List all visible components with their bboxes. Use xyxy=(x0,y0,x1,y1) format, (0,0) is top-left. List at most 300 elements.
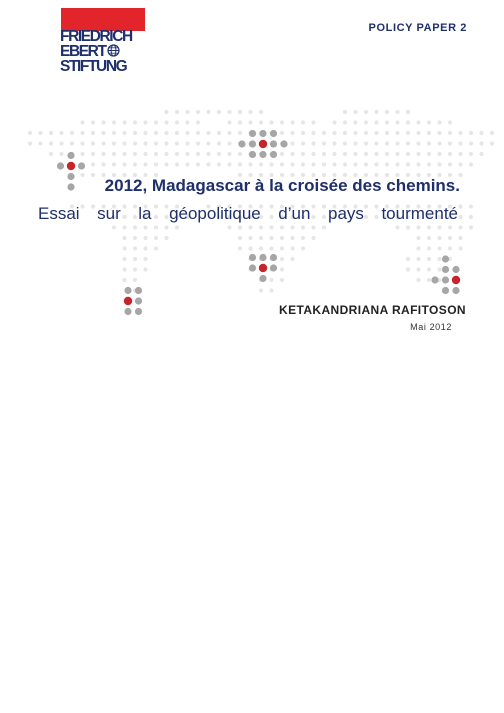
map-dot-highlight xyxy=(124,287,131,294)
map-dot-highlight xyxy=(249,264,256,271)
map-dot xyxy=(112,131,116,135)
map-dot xyxy=(406,162,410,166)
map-dot xyxy=(164,131,168,135)
map-dot xyxy=(353,110,357,114)
map-dot xyxy=(427,131,431,135)
map-dot xyxy=(122,120,126,124)
map-dot xyxy=(406,120,410,124)
map-dot xyxy=(248,120,252,124)
map-dot xyxy=(385,120,389,124)
map-dot xyxy=(269,278,273,282)
map-dot xyxy=(437,267,441,271)
map-dot xyxy=(311,152,315,156)
map-dot xyxy=(427,278,431,282)
map-dot xyxy=(154,225,158,229)
map-dot xyxy=(248,225,252,229)
map-dot xyxy=(301,246,305,250)
map-dot xyxy=(479,141,483,145)
map-dot xyxy=(416,152,420,156)
map-dot xyxy=(437,152,441,156)
map-dot xyxy=(364,120,368,124)
map-dot-highlight xyxy=(270,254,277,261)
map-dot xyxy=(248,162,252,166)
series-label: POLICY PAPER 2 xyxy=(368,22,467,34)
map-dot xyxy=(406,267,410,271)
map-dot xyxy=(395,152,399,156)
map-dot xyxy=(185,152,189,156)
map-dot xyxy=(427,141,431,145)
map-dot xyxy=(374,131,378,135)
map-dot xyxy=(448,225,452,229)
map-dot xyxy=(427,236,431,240)
map-dot-highlight xyxy=(452,266,459,273)
map-dot xyxy=(154,152,158,156)
map-dot xyxy=(133,267,137,271)
map-dot xyxy=(448,162,452,166)
map-dot xyxy=(385,152,389,156)
map-dot xyxy=(280,236,284,240)
map-dot xyxy=(91,131,95,135)
map-dot xyxy=(343,120,347,124)
map-dot xyxy=(164,141,168,145)
map-dot xyxy=(133,278,137,282)
map-dot xyxy=(259,110,263,114)
logo-line-2-text: EBERT xyxy=(60,43,106,60)
map-dot xyxy=(217,131,221,135)
map-dot xyxy=(458,246,462,250)
map-dot xyxy=(280,267,284,271)
map-dot xyxy=(259,246,263,250)
map-dot-highlight xyxy=(249,140,256,147)
map-dot xyxy=(374,120,378,124)
map-dot xyxy=(217,110,221,114)
map-dot xyxy=(164,110,168,114)
map-dot-highlight xyxy=(280,140,287,147)
map-dot xyxy=(154,120,158,124)
map-dot xyxy=(143,141,147,145)
map-dot-highlight xyxy=(270,151,277,158)
map-dot xyxy=(122,225,126,229)
map-dot xyxy=(343,110,347,114)
map-dot xyxy=(416,246,420,250)
map-dot xyxy=(353,131,357,135)
map-dot xyxy=(143,267,147,271)
map-dot xyxy=(112,162,116,166)
map-dot xyxy=(259,225,263,229)
map-dot xyxy=(437,236,441,240)
map-dot xyxy=(80,141,84,145)
map-dot xyxy=(469,141,473,145)
map-dot xyxy=(427,267,431,271)
map-dot xyxy=(448,152,452,156)
map-dot xyxy=(290,141,294,145)
map-dot xyxy=(59,152,63,156)
map-dot xyxy=(91,120,95,124)
map-dot xyxy=(217,162,221,166)
map-dot-highlight xyxy=(442,287,449,294)
map-dot xyxy=(448,141,452,145)
map-dot xyxy=(469,162,473,166)
map-dot xyxy=(164,225,168,229)
map-dot xyxy=(406,110,410,114)
map-dot xyxy=(385,141,389,145)
map-dot-red xyxy=(67,162,75,170)
map-dot xyxy=(364,141,368,145)
map-dot xyxy=(248,246,252,250)
map-dot xyxy=(458,236,462,240)
map-dot xyxy=(164,152,168,156)
map-dot xyxy=(364,131,368,135)
map-dot xyxy=(469,152,473,156)
map-dot xyxy=(238,131,242,135)
map-dot xyxy=(290,225,294,229)
map-dot-highlight xyxy=(442,276,449,283)
map-dot-highlight xyxy=(270,140,277,147)
map-dot xyxy=(154,246,158,250)
map-dot xyxy=(238,152,242,156)
map-dot xyxy=(133,246,137,250)
map-dot xyxy=(490,131,494,135)
map-dot xyxy=(395,110,399,114)
map-dot xyxy=(227,120,231,124)
map-dot xyxy=(458,131,462,135)
map-dot xyxy=(301,225,305,229)
map-dot xyxy=(217,141,221,145)
map-dot xyxy=(196,110,200,114)
map-dot xyxy=(311,225,315,229)
map-dot xyxy=(290,131,294,135)
document-title: 2012, Madagascar à la croisée des chemins. xyxy=(104,176,460,195)
map-dot xyxy=(406,257,410,261)
map-dot xyxy=(280,131,284,135)
map-dot-highlight xyxy=(452,287,459,294)
map-dot xyxy=(206,141,210,145)
map-dot xyxy=(101,162,105,166)
map-dot xyxy=(259,288,263,292)
map-dot xyxy=(458,141,462,145)
map-dot xyxy=(448,131,452,135)
map-dot xyxy=(143,120,147,124)
map-dot xyxy=(280,120,284,124)
map-dot xyxy=(374,152,378,156)
map-dot xyxy=(154,162,158,166)
map-dot xyxy=(164,120,168,124)
map-dot-highlight xyxy=(135,297,142,304)
map-dot xyxy=(437,120,441,124)
map-dot xyxy=(196,141,200,145)
map-dot xyxy=(437,162,441,166)
map-dot xyxy=(332,162,336,166)
map-dot xyxy=(38,131,42,135)
map-dot xyxy=(469,204,473,208)
map-dot xyxy=(143,131,147,135)
map-dot-highlight xyxy=(270,130,277,137)
map-dot xyxy=(479,131,483,135)
map-dot xyxy=(122,267,126,271)
map-dot xyxy=(437,246,441,250)
map-dot xyxy=(416,278,420,282)
map-dot xyxy=(437,131,441,135)
map-dot xyxy=(185,141,189,145)
map-dot xyxy=(259,162,263,166)
map-dot xyxy=(343,131,347,135)
map-dot xyxy=(448,236,452,240)
map-dot xyxy=(364,152,368,156)
map-dot xyxy=(353,120,357,124)
map-dot xyxy=(259,120,263,124)
map-dot-red xyxy=(124,297,132,305)
map-dot-highlight xyxy=(135,287,142,294)
map-dot xyxy=(353,162,357,166)
map-dot-highlight xyxy=(259,130,266,137)
map-dot-highlight xyxy=(270,264,277,271)
map-dot xyxy=(280,152,284,156)
map-dot xyxy=(143,257,147,261)
map-dot xyxy=(301,120,305,124)
map-dot-highlight xyxy=(259,254,266,261)
map-dot xyxy=(238,120,242,124)
map-dot xyxy=(70,141,74,145)
map-dot xyxy=(332,141,336,145)
map-dot xyxy=(238,236,242,240)
map-dot xyxy=(269,225,273,229)
map-dot xyxy=(154,236,158,240)
map-dot xyxy=(227,110,231,114)
logo-line-1: FRIEDRICH xyxy=(60,28,132,45)
map-dot xyxy=(122,131,126,135)
map-dot xyxy=(175,225,179,229)
map-dot xyxy=(206,162,210,166)
map-dot xyxy=(301,236,305,240)
map-dot xyxy=(458,162,462,166)
map-dot xyxy=(406,141,410,145)
map-dot xyxy=(416,120,420,124)
map-dot-highlight xyxy=(67,152,74,159)
map-dot xyxy=(301,141,305,145)
map-dot xyxy=(91,141,95,145)
map-dot xyxy=(311,236,315,240)
map-dot xyxy=(322,162,326,166)
map-dot-highlight xyxy=(442,266,449,273)
map-dot xyxy=(38,141,42,145)
map-dot xyxy=(343,152,347,156)
map-dot xyxy=(322,152,326,156)
map-dot xyxy=(416,131,420,135)
map-dot xyxy=(91,162,95,166)
map-dot xyxy=(238,162,242,166)
map-dot-highlight xyxy=(259,275,266,282)
map-dot xyxy=(196,162,200,166)
map-dot xyxy=(437,225,441,229)
map-dot xyxy=(101,120,105,124)
map-dot xyxy=(416,257,420,261)
map-dot xyxy=(332,120,336,124)
map-dot xyxy=(269,246,273,250)
map-dot xyxy=(122,246,126,250)
map-dot xyxy=(185,120,189,124)
map-dot xyxy=(374,162,378,166)
map-dot xyxy=(206,131,210,135)
map-dot xyxy=(80,120,84,124)
map-dot xyxy=(122,152,126,156)
map-dot xyxy=(196,131,200,135)
map-dot xyxy=(479,152,483,156)
map-dot xyxy=(101,141,105,145)
map-dot-red xyxy=(259,264,267,272)
map-dot xyxy=(364,162,368,166)
map-dot xyxy=(133,225,137,229)
map-dot xyxy=(227,131,231,135)
map-dot xyxy=(227,152,231,156)
map-dot xyxy=(437,257,441,261)
map-dot xyxy=(49,152,53,156)
map-dot xyxy=(206,110,210,114)
map-dot xyxy=(49,141,53,145)
map-dot xyxy=(91,152,95,156)
map-dot xyxy=(248,110,252,114)
map-dot xyxy=(238,246,242,250)
map-dot xyxy=(175,110,179,114)
map-dot xyxy=(332,131,336,135)
map-dot xyxy=(122,162,126,166)
map-dot xyxy=(290,120,294,124)
map-dot xyxy=(154,131,158,135)
map-dot xyxy=(427,225,431,229)
map-dot xyxy=(280,162,284,166)
map-dot xyxy=(133,152,137,156)
map-dot xyxy=(248,236,252,240)
map-dot xyxy=(406,131,410,135)
map-dot-highlight xyxy=(249,130,256,137)
map-dot xyxy=(353,152,357,156)
map-dot xyxy=(175,131,179,135)
map-dot xyxy=(364,110,368,114)
map-dot-highlight xyxy=(57,162,64,169)
map-dot xyxy=(122,278,126,282)
map-dot xyxy=(395,162,399,166)
author-name: KETAKANDRIANA RAFITOSON xyxy=(279,303,466,317)
map-dot xyxy=(301,162,305,166)
map-dot xyxy=(416,162,420,166)
map-dot xyxy=(238,110,242,114)
map-dot xyxy=(385,110,389,114)
map-dot xyxy=(448,246,452,250)
map-dot xyxy=(112,120,116,124)
map-dot-red xyxy=(259,140,267,148)
map-dot xyxy=(406,225,410,229)
map-dot xyxy=(143,162,147,166)
map-dot xyxy=(280,257,284,261)
map-dot xyxy=(28,141,32,145)
map-dot xyxy=(416,267,420,271)
logo-line-3: STIFTUNG xyxy=(60,58,127,75)
map-dot xyxy=(122,141,126,145)
map-dot xyxy=(269,120,273,124)
map-dot xyxy=(290,162,294,166)
map-dot xyxy=(395,131,399,135)
map-dot xyxy=(301,131,305,135)
map-dot xyxy=(206,152,210,156)
map-dot xyxy=(175,152,179,156)
map-dot xyxy=(416,236,420,240)
map-dot xyxy=(290,236,294,240)
map-dot xyxy=(385,131,389,135)
map-dot xyxy=(185,162,189,166)
map-dot xyxy=(185,110,189,114)
map-dot xyxy=(185,131,189,135)
map-dot xyxy=(311,162,315,166)
map-dot xyxy=(416,141,420,145)
map-dot xyxy=(374,141,378,145)
map-dot xyxy=(196,120,200,124)
map-dot xyxy=(143,225,147,229)
map-dot xyxy=(448,120,452,124)
map-dot xyxy=(395,120,399,124)
map-dot xyxy=(280,225,284,229)
document-subtitle: Essai sur la géopolitique d’un pays tourmenté xyxy=(38,204,458,223)
map-dot xyxy=(227,225,231,229)
map-dot xyxy=(28,131,32,135)
map-dot xyxy=(122,236,126,240)
map-dot xyxy=(164,162,168,166)
map-dot xyxy=(322,131,326,135)
map-dot xyxy=(458,225,462,229)
map-dot xyxy=(143,236,147,240)
map-dot xyxy=(416,225,420,229)
map-dot xyxy=(49,131,53,135)
map-dot-highlight xyxy=(78,162,85,169)
map-dot xyxy=(133,162,137,166)
map-dot xyxy=(311,131,315,135)
map-dot-highlight xyxy=(124,308,131,315)
map-dot xyxy=(80,131,84,135)
map-dot xyxy=(227,141,231,145)
map-dot xyxy=(175,141,179,145)
map-dot xyxy=(133,120,137,124)
map-dot-highlight xyxy=(259,151,266,158)
map-dot xyxy=(217,152,221,156)
map-dot xyxy=(395,141,399,145)
map-dot xyxy=(427,246,431,250)
map-dot xyxy=(70,131,74,135)
map-dot-highlight xyxy=(442,255,449,262)
publication-date: Mai 2012 xyxy=(410,322,452,332)
map-dot xyxy=(112,152,116,156)
map-dot xyxy=(343,141,347,145)
map-dot xyxy=(385,162,389,166)
map-dot xyxy=(311,141,315,145)
map-dot xyxy=(175,120,179,124)
map-dot xyxy=(280,246,284,250)
map-dot xyxy=(427,120,431,124)
map-dot xyxy=(469,215,473,219)
map-dot xyxy=(143,246,147,250)
map-dot xyxy=(59,131,63,135)
map-dot xyxy=(490,141,494,145)
map-dot xyxy=(427,152,431,156)
map-dot xyxy=(101,131,105,135)
map-dot xyxy=(112,225,116,229)
map-dot xyxy=(469,225,473,229)
map-dot-highlight xyxy=(431,276,438,283)
map-dot-highlight xyxy=(238,140,245,147)
map-dot xyxy=(154,141,158,145)
map-dot xyxy=(101,152,105,156)
map-dot xyxy=(290,257,294,261)
map-dot xyxy=(122,257,126,261)
map-dot xyxy=(133,131,137,135)
map-dot xyxy=(59,141,63,145)
